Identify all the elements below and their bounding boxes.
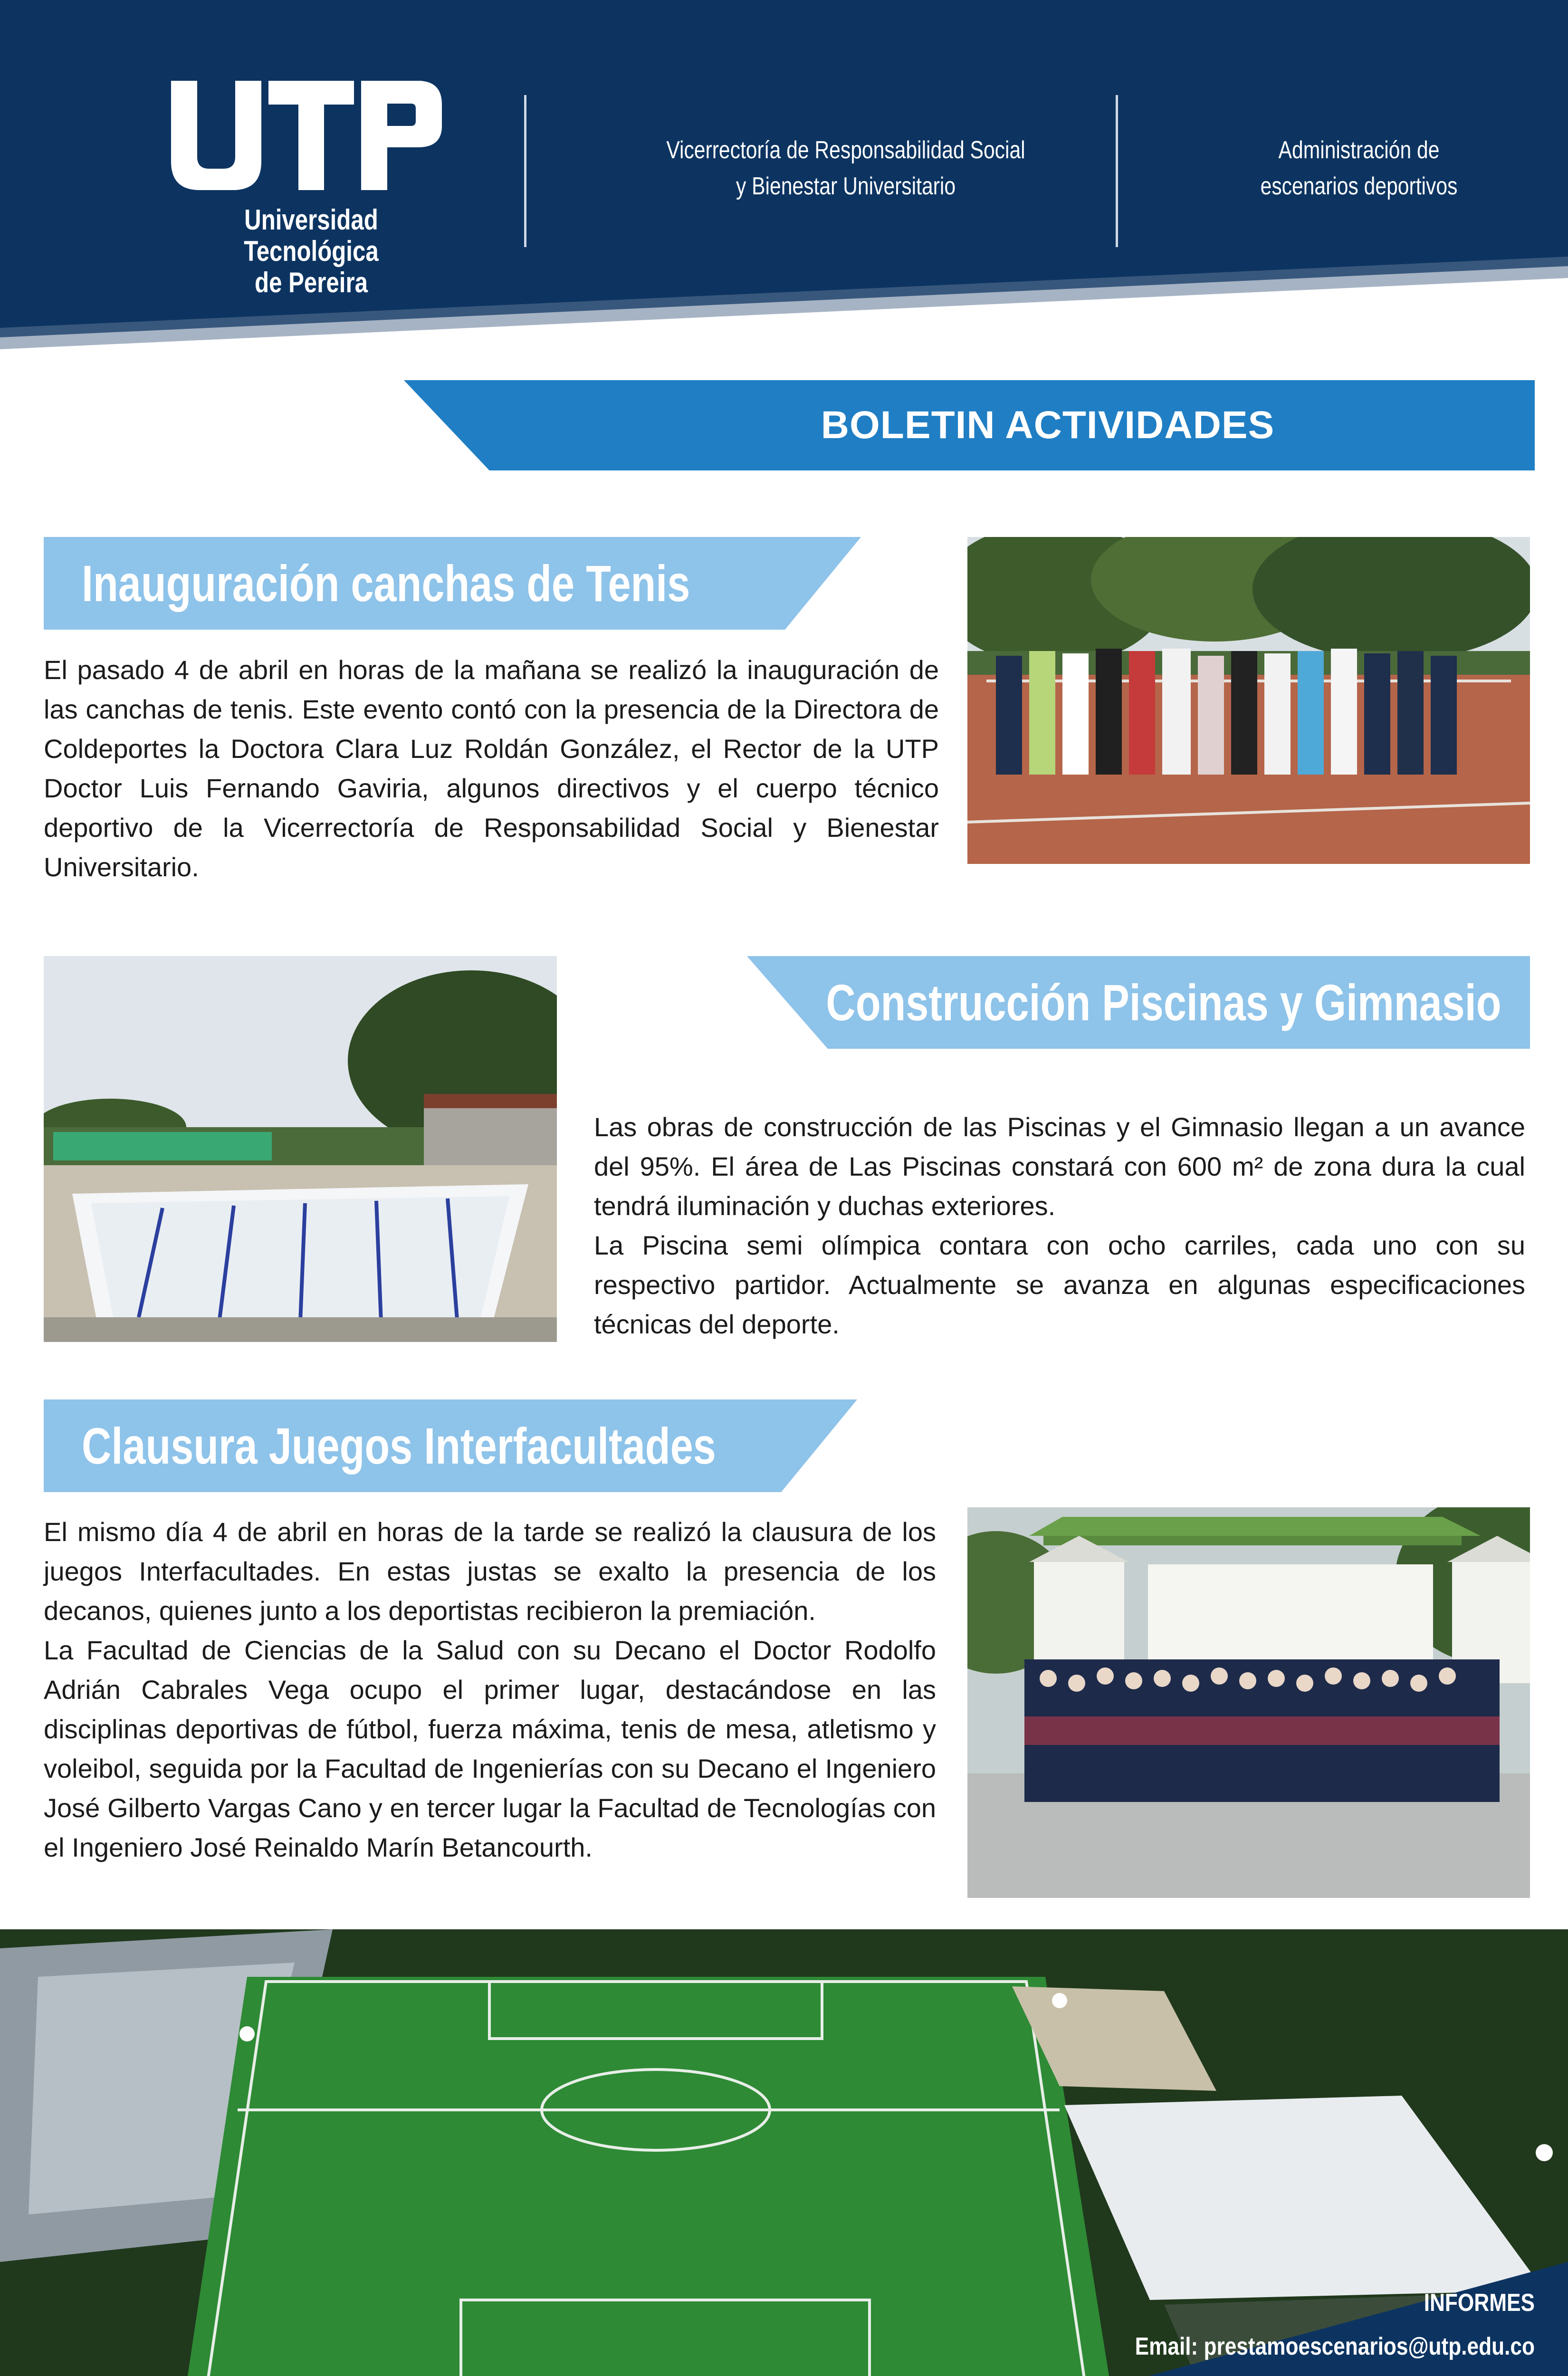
photo-tennis-art: [967, 537, 1530, 864]
contact-info: [808, 2281, 1535, 2376]
header-divider-right: [1116, 95, 1118, 247]
section-text-games: [44, 1512, 936, 1867]
paragraph: Las obras de construcción de las Piscinas y el Gimnasio llegan a un avance del 95%. El área de Las Piscinas constará con 600 m² de zona dura la cual tendrá iluminación y duchas exteriores.: [594, 1112, 1525, 1221]
department-line1: Vicerrectoría de Responsabilidad Social: [666, 136, 1025, 164]
unit-name: [1195, 132, 1523, 204]
department-name: [612, 132, 1080, 204]
paragraph: El pasado 4 de abril en horas de la mañana se realizó la inauguración de las canchas de tenis. Este evento contó con la presencia de la Directora de Coldeportes la Doctora Clara Luz Roldán González, el Rector de la UTP Doctor Luis Fernando Gaviria, algunos directivos y el cuerpo técnico deportivo de la Vicerrectoría de Responsabilidad Social y Bienestar Universitario.: [44, 655, 939, 882]
section-title-games: Clausura Juegos Interfacultades: [82, 1417, 716, 1475]
photo-pool-art: [44, 956, 557, 1342]
section-text-tennis: [44, 650, 939, 887]
section-title-tennis: Inauguración canchas de Tenis: [82, 555, 690, 612]
contact-email: Email: prestamoescenarios@utp.edu.co: [1135, 2333, 1535, 2360]
paragraph: La Facultad de Ciencias de la Salud con su Decano el Doctor Rodolfo Adrián Cabrales Vega ocupo el primer lugar, destacándose en las disciplinas deportivas de fútbol, fuerza máxima, tenis de mesa, atletismo y voleibol, seguida por la Facultad de Ingenierías con su Decano el Ingeniero José Gilberto Vargas Cano y en tercer lugar la Facultad de Tecnologías con el Ingeniero José Reinaldo Marín Betancourth.: [44, 1635, 936, 1862]
contact-phone: [808, 2368, 1535, 2376]
section-tab-tennis: [44, 537, 861, 630]
university-name-line2: de Pereira: [255, 267, 368, 298]
paragraph: La Piscina semi olímpica contara con ocho carriles, cada uno con su respectivo partidor. Actualmente se avanza en algunas especificaciones técnicas del deporte.: [594, 1230, 1525, 1339]
section-title-pools: Construcción Piscinas y Gimnasio: [826, 974, 1501, 1031]
header-divider-left: [524, 95, 526, 247]
photo-games-closing: [967, 1507, 1530, 1898]
utp-logo-mark: [171, 81, 442, 190]
university-name: [196, 204, 426, 298]
utp-logo: [171, 81, 451, 298]
bulletin-banner: [404, 380, 1535, 470]
section-tab-pools: [747, 956, 1530, 1049]
paragraph: El mismo día 4 de abril en horas de la tarde se realizó la clausura de los juegos Interfacultades. En estas justas se exalto la presencia de los decanos, quienes junto a los deportistas recibieron la premiación.: [44, 1517, 936, 1626]
photo-tennis-inauguration: [967, 537, 1530, 864]
unit-line1: Administración de: [1278, 136, 1440, 164]
university-name-line1: Universidad Tecnológica: [244, 204, 379, 267]
photo-games-art: [967, 1507, 1530, 1898]
contact-heading: INFORMES: [1424, 2289, 1535, 2317]
section-text-pools: [594, 1107, 1525, 1344]
bulletin-title: BOLETIN ACTIVIDADES: [821, 403, 1275, 447]
section-tab-games: [44, 1399, 857, 1492]
photo-pool-construction: [44, 956, 557, 1342]
unit-line2: escenarios deportivos: [1260, 172, 1458, 200]
department-line2: y Bienestar Universitario: [736, 172, 956, 200]
page-header: [0, 0, 1568, 352]
